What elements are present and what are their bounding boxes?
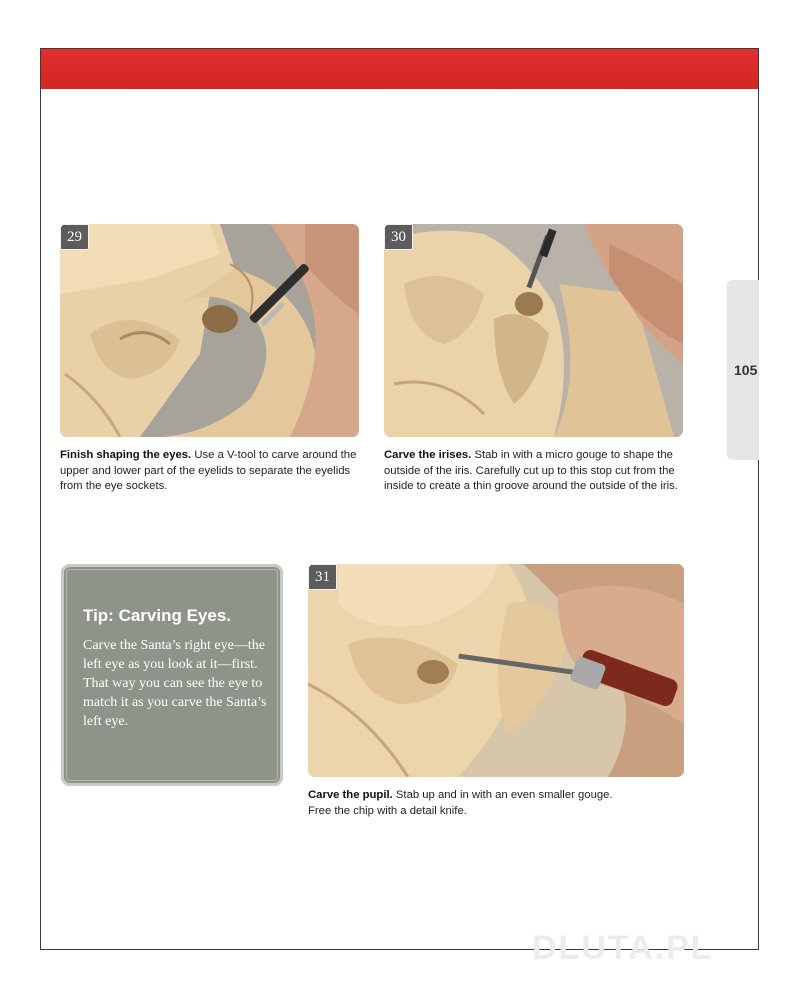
caption-title: Carve the irises. <box>384 449 472 461</box>
caption-body: Stab in with a micro gouge to shape the outside of the iris. Carefully cut up to this stop cut from the inside to create a thin groove around the outside of the iris. <box>384 449 678 493</box>
step-30-caption <box>384 448 684 495</box>
carving-pupil-detail-knife-photo-icon <box>308 564 684 777</box>
tip-title: Tip: Carving Eyes. <box>83 606 232 625</box>
caption-title: Finish shaping the eyes. <box>60 449 192 461</box>
step-30-photo <box>384 224 683 437</box>
watermark: DLUTA.PL <box>532 929 714 967</box>
step-29-caption <box>60 448 364 495</box>
step-29-photo <box>60 224 359 437</box>
tip-body: Carve the Santa’s right eye—the left eye as you look at it—first. That way you can see the eye to match it as you carve the Santa’s left eye. <box>83 638 267 729</box>
page-number: 105 <box>734 362 758 378</box>
carving-eye-v-tool-photo-icon <box>60 224 359 437</box>
step-31-caption <box>308 788 638 819</box>
step-number-badge: 30 <box>384 224 413 250</box>
caption-title: Carve the pupil. <box>308 789 393 801</box>
step-number-badge: 31 <box>308 564 337 590</box>
tip-box <box>61 564 283 786</box>
caption-body: Use a V-tool to carve around the upper and lower part of the eyelids to separate the eyelids from the eye sockets. <box>60 449 357 493</box>
book-page <box>40 48 759 950</box>
step-31-photo <box>308 564 684 777</box>
step-number-badge: 29 <box>60 224 89 250</box>
header-color-bar <box>41 49 758 89</box>
caption-body: Stab up and in with an even smaller gouge. Free the chip with a detail knife. <box>308 789 613 817</box>
carving-iris-micro-gouge-photo-icon <box>384 224 683 437</box>
